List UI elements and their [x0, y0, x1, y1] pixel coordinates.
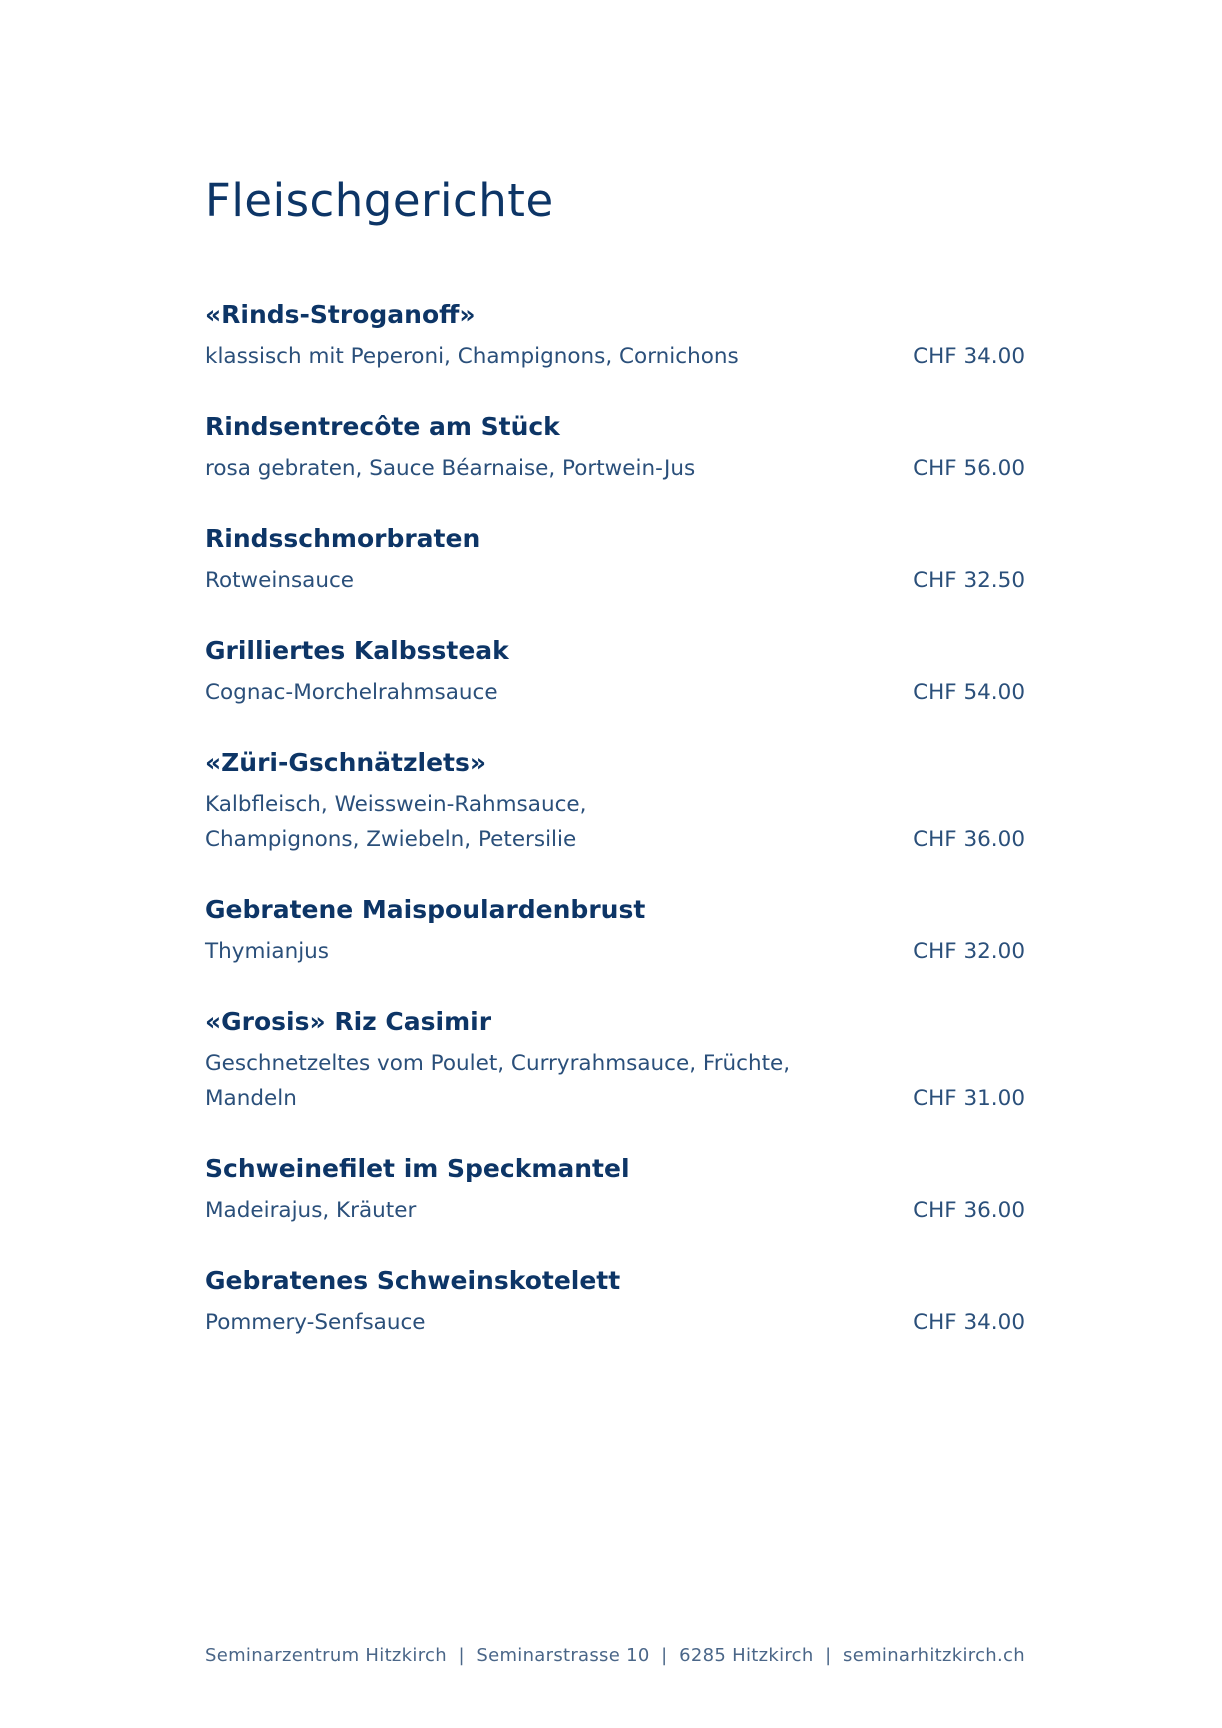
- dish-description: Pommery-Senfsauce: [205, 1310, 426, 1335]
- dish-price: CHF 32.00: [913, 939, 1025, 964]
- menu-item: [205, 1152, 1025, 1228]
- footer-website-link[interactable]: seminarhitzkirch.ch: [843, 1645, 1025, 1666]
- footer-street: Seminarstrasse 10: [476, 1645, 650, 1666]
- menu-item: [205, 298, 1025, 374]
- menu-item: [205, 893, 1025, 969]
- dish-description: Cognac-Morchelrahmsauce: [205, 680, 498, 705]
- dish-row: [205, 451, 1025, 486]
- dish-name: «Züri-Gschnätzlets»: [205, 748, 487, 777]
- footer-separator: |: [458, 1645, 465, 1666]
- dish-description: Kalbfleisch, Weisswein-Rahmsauce, Champignons, Zwiebeln, Petersilie: [205, 792, 587, 852]
- dish-name: «Rinds-Stroganoff»: [205, 300, 476, 329]
- menu-item: [205, 634, 1025, 710]
- page-title: Fleischgerichte: [205, 174, 554, 227]
- menu-item: [205, 1005, 1025, 1116]
- dish-name: Grilliertes Kalbssteak: [205, 636, 509, 665]
- dish-name: Rindsschmorbraten: [205, 524, 481, 553]
- dish-price: CHF 34.00: [913, 344, 1025, 369]
- dish-name: «Grosis» Riz Casimir: [205, 1007, 492, 1036]
- dish-row: [205, 1305, 1025, 1340]
- dish-description: Geschnetzeltes vom Poulet, Curryrahmsauce, Früchte, Mandeln: [205, 1051, 791, 1111]
- dish-row: [205, 787, 1025, 857]
- footer-separator: |: [661, 1645, 668, 1666]
- menu-item: [205, 1264, 1025, 1340]
- dish-row: [205, 934, 1025, 969]
- dish-name: Gebratenes Schweinskotelett: [205, 1266, 621, 1295]
- dish-row: [205, 339, 1025, 374]
- menu-item: [205, 746, 1025, 857]
- dish-price: CHF 56.00: [913, 456, 1025, 481]
- footer: [205, 1645, 1025, 1666]
- dish-description: klassisch mit Peperoni, Champignons, Cornichons: [205, 344, 739, 369]
- dish-name: Rindsentrecôte am Stück: [205, 412, 560, 441]
- menu-item: [205, 410, 1025, 486]
- dish-row: [205, 1193, 1025, 1228]
- dish-price: CHF 34.00: [913, 1310, 1025, 1335]
- menu-list: [205, 298, 1025, 1376]
- dish-price: CHF 36.00: [913, 1198, 1025, 1223]
- dish-description: Rotweinsauce: [205, 568, 355, 593]
- dish-name: Schweinefilet im Speckmantel: [205, 1154, 630, 1183]
- dish-row: [205, 675, 1025, 710]
- menu-item: [205, 522, 1025, 598]
- dish-row: [205, 1046, 1025, 1116]
- dish-row: [205, 563, 1025, 598]
- dish-price: CHF 36.00: [913, 827, 1025, 852]
- footer-organization: Seminarzentrum Hitzkirch: [205, 1645, 447, 1666]
- footer-separator: |: [825, 1645, 832, 1666]
- footer-city: 6285 Hitzkirch: [679, 1645, 814, 1666]
- dish-description: Madeirajus, Kräuter: [205, 1198, 417, 1223]
- dish-price: CHF 32.50: [913, 568, 1025, 593]
- dish-price: CHF 54.00: [913, 680, 1025, 705]
- dish-name: Gebratene Maispoulardenbrust: [205, 895, 646, 924]
- dish-price: CHF 31.00: [913, 1086, 1025, 1111]
- dish-description: Thymianjus: [205, 939, 330, 964]
- dish-description: rosa gebraten, Sauce Béarnaise, Portwein-Jus: [205, 456, 696, 481]
